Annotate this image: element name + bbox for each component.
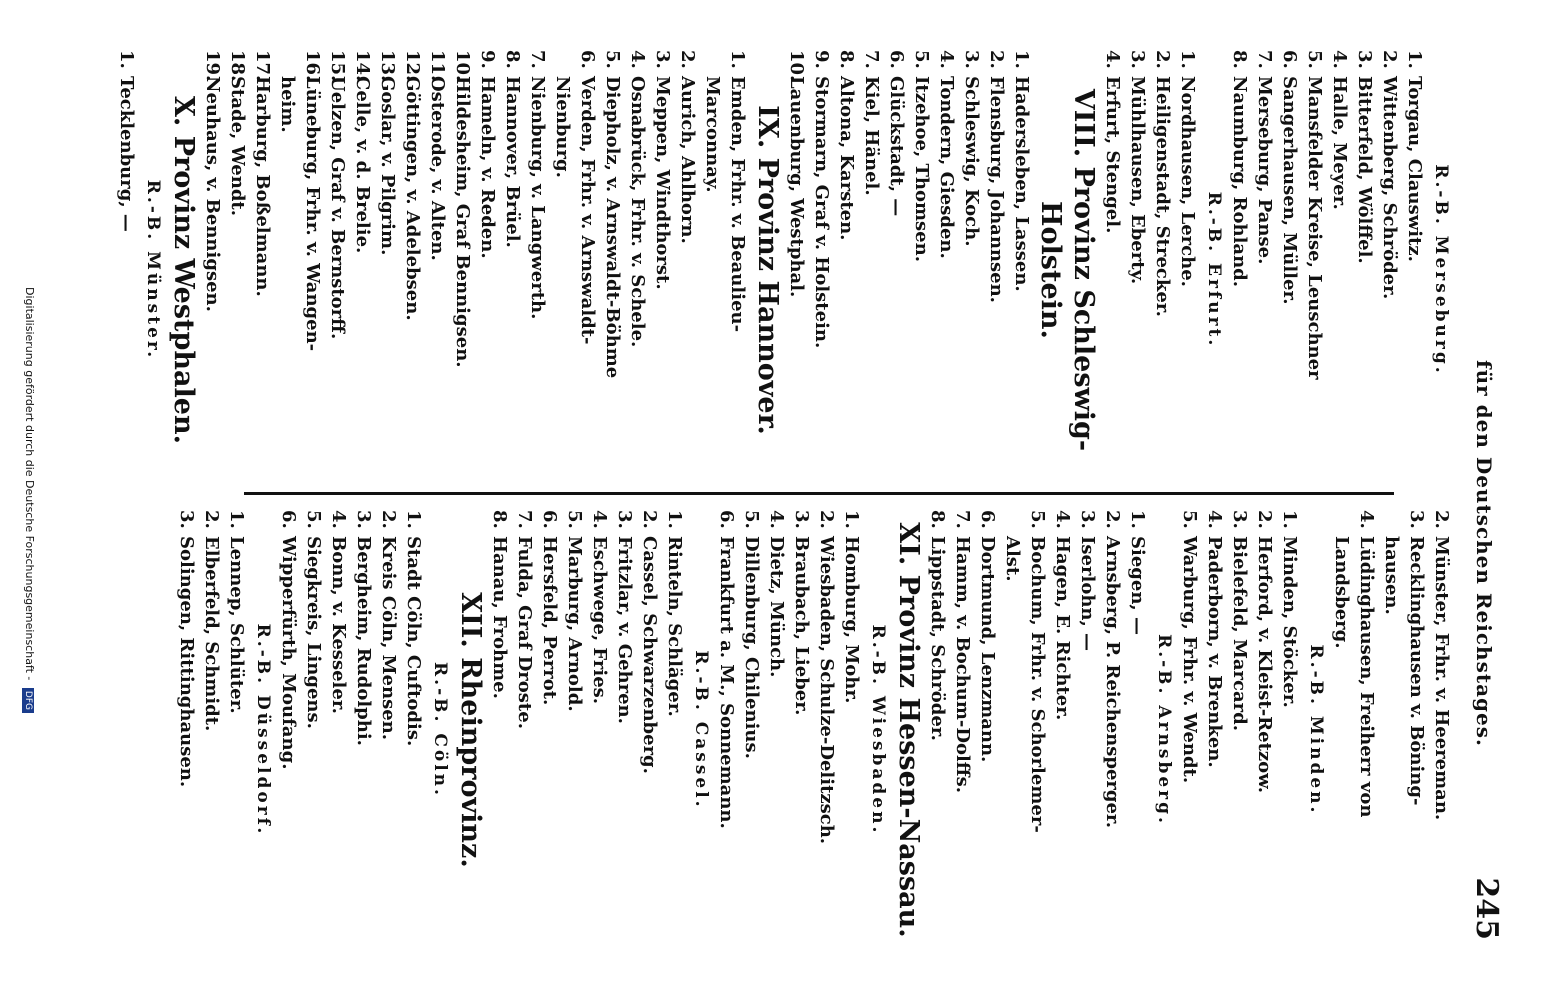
item-text: Itzehoe, Thomsen. xyxy=(911,76,932,262)
item-text: Fulda, Graf Droste. xyxy=(514,536,535,729)
list-item xyxy=(114,50,139,490)
item-number: 2. xyxy=(639,510,660,529)
list-item xyxy=(587,510,612,950)
item-text: Siegen, — xyxy=(1127,536,1148,635)
item-number: 2. xyxy=(677,50,698,69)
list-item xyxy=(450,50,475,490)
list-item xyxy=(984,50,1009,490)
item-number: 4. xyxy=(589,510,610,529)
item-number: 4. xyxy=(328,510,349,529)
province-heading: X. Provinz Westphalen. xyxy=(168,95,199,445)
list-item xyxy=(1302,50,1327,490)
list-item xyxy=(200,50,225,490)
item-number: 1. xyxy=(1404,50,1425,69)
item-number: 1. xyxy=(1011,50,1032,69)
item-number: 4. xyxy=(1204,510,1225,529)
item-text: Wiesbaden, Schulze-Delitzsch. xyxy=(816,536,837,845)
item-number: 6. xyxy=(716,510,737,529)
item-number: 6. xyxy=(886,50,907,69)
page-header xyxy=(1464,30,1504,970)
list-item xyxy=(739,510,764,950)
province-heading: XII. Rheinprovinz. xyxy=(455,592,486,868)
item-number: 9. xyxy=(477,50,498,69)
item-text: Bielefeld, Marcard. xyxy=(1229,536,1250,731)
list-item xyxy=(789,510,814,950)
item-text: Hagen, E. Richter. xyxy=(1052,536,1073,721)
list-item xyxy=(1402,50,1427,490)
item-text: Dortmund, Lenzmann. xyxy=(977,536,998,763)
list-item xyxy=(199,510,224,950)
list-item xyxy=(725,50,750,490)
list-item xyxy=(950,510,975,950)
item-continuation: Landsberg. xyxy=(1331,536,1352,649)
item-text: Paderborn, v. Brenken. xyxy=(1204,536,1225,768)
item-number: 2. xyxy=(1379,50,1400,69)
item-text: Fritzlar, v. Gehren. xyxy=(614,536,635,724)
item-text: Herford, v. Kleist-Retzow. xyxy=(1254,536,1275,794)
list-item xyxy=(1429,510,1454,950)
list-item xyxy=(1075,510,1100,950)
item-text: Minden, Stöcker. xyxy=(1279,536,1300,708)
item-text: Hannover, Brüel. xyxy=(502,76,523,248)
item-number: 14. xyxy=(352,50,373,82)
item-number: 13. xyxy=(377,50,398,82)
item-number: 2. xyxy=(986,50,1007,69)
item-text: Hameln, v. Reden. xyxy=(477,76,498,259)
left-column xyxy=(114,50,1454,490)
item-number: 4. xyxy=(1052,510,1073,529)
list-item xyxy=(301,510,326,950)
item-number: 3. xyxy=(353,510,374,529)
item-number: 8. xyxy=(836,50,857,69)
item-text: Mühlhausen, Eberty. xyxy=(1127,76,1148,285)
item-text: Stormarn, Graf v. Holstein. xyxy=(811,76,832,349)
dfg-logo: DFG xyxy=(22,688,34,713)
list-item xyxy=(934,50,959,490)
item-text: Recklinghausen v. Böning- xyxy=(1406,536,1427,806)
list-item xyxy=(625,50,650,490)
item-text: Lippstadt, Schröder. xyxy=(927,536,948,741)
list-item xyxy=(1352,50,1377,490)
item-number: 6. xyxy=(577,50,598,69)
item-text: Mansfelder Kreise, Leuschner xyxy=(1304,76,1325,380)
list-item xyxy=(276,510,301,950)
item-text: Nordhausen, Lerche. xyxy=(1177,76,1198,287)
district-heading: R.-B. Münster. xyxy=(143,179,163,361)
item-text: Aurich, Ahlhorn. xyxy=(677,76,698,244)
item-text: Kiel, Hänel. xyxy=(861,76,882,196)
item-text: Lüneburg, Frhr. v. Wangen- xyxy=(302,76,323,352)
item-text: Diepholz, v. Arnswaldt-Böhme xyxy=(602,76,623,379)
list-item xyxy=(637,510,662,950)
item-number: 1. xyxy=(1177,50,1198,69)
item-number: 10. xyxy=(786,50,807,82)
item-number: 4. xyxy=(627,50,648,69)
list-item xyxy=(350,50,375,490)
item-text: Erfurt, Stengel. xyxy=(1102,76,1123,234)
list-item xyxy=(1009,50,1034,490)
item-text: Stadt Cöln, Cuftodis. xyxy=(403,536,424,747)
list-item xyxy=(224,510,249,950)
list-item xyxy=(909,50,934,490)
item-text: Halle, Meyer. xyxy=(1329,76,1350,210)
item-number: 7. xyxy=(1254,50,1275,69)
item-text: Heiligenstadt, Strecker. xyxy=(1152,76,1173,317)
item-number: 4. xyxy=(1329,50,1350,69)
item-number: 3. xyxy=(1354,50,1375,69)
list-item xyxy=(1050,510,1075,950)
list-item xyxy=(174,510,199,950)
item-number: 7. xyxy=(861,50,882,69)
list-item xyxy=(1100,510,1125,950)
list-item xyxy=(809,50,834,490)
item-number: 3. xyxy=(1406,510,1427,529)
list-item xyxy=(500,50,525,490)
item-number: 3. xyxy=(1229,510,1250,529)
list-item xyxy=(250,50,275,490)
item-text: Wipperfürth, Moufang. xyxy=(278,536,299,770)
district-heading: R.-B. Minden. xyxy=(1306,644,1326,816)
list-item xyxy=(401,510,426,950)
item-number: 2. xyxy=(1254,510,1275,529)
item-text: Lüdinghausen, Freiherr von xyxy=(1356,536,1377,818)
item-number: 6. xyxy=(1279,50,1300,69)
item-text: Osnabrück, Frhr. v. Schele. xyxy=(627,76,648,348)
list-item xyxy=(764,510,789,950)
district-heading: R.-B. Arnsberg. xyxy=(1154,634,1174,826)
item-number: 3. xyxy=(791,510,812,529)
item-text: Cassel, Schwarzenberg. xyxy=(639,536,660,774)
list-item xyxy=(562,510,587,950)
district-heading: R.-B. Düsseldorf. xyxy=(253,623,273,837)
item-number: 2. xyxy=(201,510,222,529)
item-number: 1. xyxy=(1127,510,1148,529)
province-heading: XI. Provinz Hessen-Nassau. xyxy=(893,522,924,938)
item-text: Hanau, Frohme. xyxy=(489,536,510,699)
item-text: Warburg, Frhr. v. Wendt. xyxy=(1179,536,1200,784)
item-text: Hildesheim, Graf Bennigsen. xyxy=(452,76,473,368)
item-number: 3. xyxy=(961,50,982,69)
column-divider xyxy=(244,492,1394,495)
list-item xyxy=(1227,50,1252,490)
item-text: Iserlohn, — xyxy=(1077,536,1098,652)
item-text: Altona, Karsten. xyxy=(836,76,857,241)
list-item xyxy=(959,50,984,490)
list-item xyxy=(400,50,425,490)
item-number: 1. xyxy=(403,510,424,529)
item-number: 15. xyxy=(327,50,348,82)
item-text: Bergheim, Rudolphi. xyxy=(353,536,374,746)
list-item xyxy=(425,50,450,490)
item-text: Neuhaus, v. Bennigsen. xyxy=(202,76,223,312)
list-item xyxy=(375,50,400,490)
list-item xyxy=(1377,50,1402,490)
item-number: 5. xyxy=(1027,510,1048,529)
list-item xyxy=(650,50,675,490)
list-item xyxy=(975,510,1000,950)
item-text: Stade, Wendt. xyxy=(227,76,248,217)
list-item xyxy=(839,510,864,950)
footer-credit xyxy=(22,0,36,1000)
item-number: 5. xyxy=(564,510,585,529)
item-number: 8. xyxy=(489,510,510,529)
province-heading: Holstein. xyxy=(1035,201,1066,339)
list-item xyxy=(1404,510,1429,950)
list-item xyxy=(537,510,562,950)
item-number: 9. xyxy=(811,50,832,69)
list-item xyxy=(600,50,625,490)
list-item xyxy=(225,50,250,490)
list-item xyxy=(1177,510,1202,950)
item-number: 11. xyxy=(427,50,448,82)
list-item xyxy=(1202,510,1227,950)
list-item xyxy=(1277,50,1302,490)
list-item xyxy=(300,50,325,490)
list-item xyxy=(859,50,884,490)
item-text: Arnsberg, P. Reichensperger. xyxy=(1102,536,1123,829)
list-item xyxy=(1252,50,1277,490)
item-text: Homburg, Mohr. xyxy=(841,536,862,704)
item-text: Hersfeld, Perrot. xyxy=(539,536,560,706)
item-number: 4. xyxy=(1102,50,1123,69)
list-item xyxy=(784,50,809,490)
list-item xyxy=(1327,50,1352,490)
item-number: 3. xyxy=(652,50,673,69)
item-text: Braubach, Lieber. xyxy=(791,536,812,716)
item-number: 19. xyxy=(202,50,223,82)
item-number: 2. xyxy=(1431,510,1452,529)
item-number: 10. xyxy=(452,50,473,82)
item-text: Hadersleben, Lassen. xyxy=(1011,76,1032,292)
list-item xyxy=(1354,510,1379,950)
list-item xyxy=(1025,510,1050,950)
item-text: Frankfurt a. M., Sonnemann. xyxy=(716,536,737,829)
item-number: 5. xyxy=(741,510,762,529)
item-text: Celle, v. d. Brelie. xyxy=(352,76,373,254)
item-text: Münster, Frhr. v. Heereman. xyxy=(1431,536,1452,821)
item-number: 4. xyxy=(1356,510,1377,529)
district-heading: R.-B. Cassel. xyxy=(691,650,711,810)
item-number: 1. xyxy=(226,510,247,529)
list-item xyxy=(814,510,839,950)
list-item xyxy=(1277,510,1302,950)
item-number: 7. xyxy=(514,510,535,529)
list-item xyxy=(1227,510,1252,950)
item-text: Tondern, Giesden. xyxy=(936,76,957,259)
district-heading: R.-B. Merseburg. xyxy=(1431,164,1451,376)
item-text: Dillenburg, Chilenius. xyxy=(741,536,762,759)
item-text: Naumburg, Rohland. xyxy=(1229,76,1250,288)
list-item xyxy=(1175,50,1200,490)
item-number: 4. xyxy=(936,50,957,69)
page-number: 245 xyxy=(1469,877,1504,940)
item-number: 12. xyxy=(402,50,423,82)
item-text: Glückstadt, — xyxy=(886,76,907,217)
list-item xyxy=(1252,510,1277,950)
list-item xyxy=(1150,50,1175,490)
item-number: 1. xyxy=(727,50,748,69)
item-text: Hamm, v. Bochum-Dolffs. xyxy=(952,536,973,793)
running-title: für den Deutschen Reichstages. xyxy=(1472,360,1496,747)
list-item xyxy=(575,50,600,490)
item-text: Marburg, Arnold. xyxy=(564,536,585,712)
item-text: Verden, Frhr. v. Arnswaldt- xyxy=(577,76,598,345)
district-heading: R.-B. Erfurt. xyxy=(1204,191,1224,349)
district-heading: R.-B. Cöln. xyxy=(430,662,450,798)
item-text: Rinteln, Schläger. xyxy=(664,536,685,717)
right-column xyxy=(174,510,1454,950)
item-number: 3. xyxy=(614,510,635,529)
list-item xyxy=(525,50,550,490)
item-number: 5. xyxy=(1304,50,1325,69)
item-text: Lauenburg, Westphal. xyxy=(786,76,807,298)
item-text: Tecklenburg, — xyxy=(116,76,137,232)
footer-text: Digitalisierung gefördert durch die Deutsche Forschungsgemeinschaft - xyxy=(23,287,36,681)
item-text: Solingen, Rittinghausen. xyxy=(176,536,197,788)
item-text: Emden, Frhr. v. Beaulieu- xyxy=(727,76,748,333)
item-number: 3. xyxy=(1127,50,1148,69)
item-text: Uelzen, Graf v. Bernstorff. xyxy=(327,76,348,340)
item-text: Bochum, Frhr. v. Schorlemer- xyxy=(1027,536,1048,833)
item-text: Flensburg, Johannsen. xyxy=(986,76,1007,303)
item-text: Harburg, Boßelmann. xyxy=(252,76,273,297)
item-number: 3. xyxy=(176,510,197,529)
item-number: 18. xyxy=(227,50,248,82)
list-item xyxy=(1125,510,1150,950)
item-number: 2. xyxy=(378,510,399,529)
item-number: 8. xyxy=(502,50,523,69)
item-text: Bonn, v. Kesseler. xyxy=(328,536,349,714)
item-text: Nienburg, v. Langwerth. xyxy=(527,76,548,320)
list-item xyxy=(1100,50,1125,490)
item-number: 5. xyxy=(602,50,623,69)
item-number: 5. xyxy=(911,50,932,69)
item-continuation: hausen. xyxy=(1381,536,1402,615)
item-number: 6. xyxy=(539,510,560,529)
item-number: 1. xyxy=(116,50,137,69)
list-item xyxy=(487,510,512,950)
list-item xyxy=(475,50,500,490)
item-text: Dietz, Münch. xyxy=(766,536,787,678)
item-number: 7. xyxy=(952,510,973,529)
list-item xyxy=(325,50,350,490)
list-item xyxy=(675,50,700,490)
item-continuation: Alst. xyxy=(1002,536,1023,582)
item-text: Kreis Cöln, Mensen. xyxy=(378,536,399,741)
list-item xyxy=(884,50,909,490)
list-item xyxy=(376,510,401,950)
item-number: 3. xyxy=(1077,510,1098,529)
item-text: Goslar, v. Pilgrim. xyxy=(377,76,398,256)
district-heading: R.-B. Wiesbaden. xyxy=(868,624,888,836)
province-heading: IX. Provinz Hannover. xyxy=(752,105,783,435)
item-text: Lennep, Schlüter. xyxy=(226,536,247,714)
item-number: 4. xyxy=(766,510,787,529)
item-number: 1. xyxy=(1279,510,1300,529)
list-item xyxy=(1125,50,1150,490)
item-number: 8. xyxy=(1229,50,1250,69)
item-number: 6. xyxy=(977,510,998,529)
item-text: Merseburg, Panse. xyxy=(1254,76,1275,265)
item-text: Eschwege, Fries. xyxy=(589,536,610,705)
list-item xyxy=(834,50,859,490)
item-number: 2. xyxy=(816,510,837,529)
list-item xyxy=(326,510,351,950)
item-number: 2. xyxy=(1102,510,1123,529)
item-number: 1. xyxy=(841,510,862,529)
item-text: Osterode, v. Alten. xyxy=(427,76,448,261)
item-number: 8. xyxy=(927,510,948,529)
item-continuation: Marconnay. xyxy=(702,76,723,193)
item-text: Sangerhausen, Müller. xyxy=(1279,76,1300,305)
item-number: 5. xyxy=(1179,510,1200,529)
item-number: 7. xyxy=(527,50,548,69)
list-item xyxy=(512,510,537,950)
item-text: Schleswig, Koch. xyxy=(961,76,982,247)
item-text: Siegkreis, Lingens. xyxy=(303,536,324,729)
item-number: 2. xyxy=(1152,50,1173,69)
item-number: 16. xyxy=(302,50,323,82)
item-text: Bitterfeld, Wölffel. xyxy=(1354,76,1375,264)
list-item xyxy=(925,510,950,950)
list-item xyxy=(351,510,376,950)
item-number: 17. xyxy=(252,50,273,82)
item-text: Meppen, Windthorst. xyxy=(652,76,673,290)
province-heading: VIII. Provinz Schleswig- xyxy=(1068,88,1099,452)
item-text: Göttingen, v. Adelebsen. xyxy=(402,76,423,321)
item-text: Elberfeld, Schmidt. xyxy=(201,536,222,732)
list-item xyxy=(612,510,637,950)
item-text: Torgau, Clauswitz. xyxy=(1404,76,1425,262)
item-number: 6. xyxy=(278,510,299,529)
list-item xyxy=(714,510,739,950)
item-text: Wittenberg, Schröder. xyxy=(1379,76,1400,300)
list-item xyxy=(662,510,687,950)
item-continuation: Nienburg. xyxy=(552,76,573,178)
item-number: 1. xyxy=(664,510,685,529)
item-number: 5. xyxy=(303,510,324,529)
item-continuation: heim. xyxy=(277,76,298,133)
